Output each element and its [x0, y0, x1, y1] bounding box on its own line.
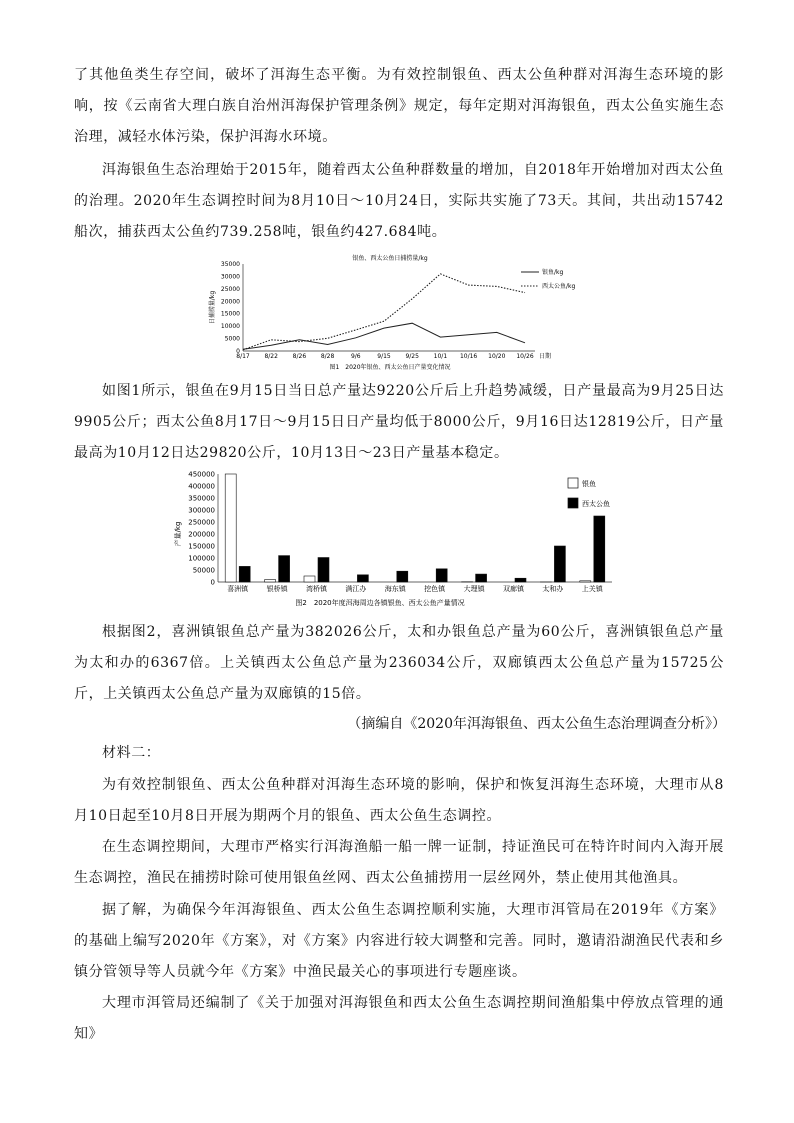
y-tick-label: 20000: [220, 298, 240, 306]
legend-label: 银鱼/kg: [542, 269, 564, 276]
y-tick-label: 250000: [188, 518, 215, 527]
paragraph-1: 了其他鱼类生存空间，破坏了洱海生态平衡。为有效控制银鱼、西太公鱼种群对洱海生态环境的影响，按《云南省大理白族自治州洱海保护管理条例》规定，每年定期对洱海银鱼，西太公鱼实施生态治理，减轻水体污染，保护洱海水环境。: [74, 67, 724, 145]
bar-xitaigongyu: [318, 558, 329, 582]
x-tick-label: 8/22: [264, 353, 278, 360]
paragraph-3: 如图1所示，银鱼在9月15日当日总产量达9220公斤后上升趋势减缓，日产量最高为9月25日达9905公斤；西太公鱼8月17日～9月15日日产量均低于8000公斤，9月16日达12819公斤，日产量最高为10月12日达29820公斤，10月13日～23日产量基本稳定。: [74, 383, 724, 461]
figure-2-bar-chart: [170, 470, 640, 612]
x-tick-label: 满江办: [345, 585, 367, 593]
x-tick-label: 10/26: [516, 353, 534, 360]
series-line-1: [243, 323, 525, 349]
legend-swatch: [568, 478, 578, 488]
bar-yinyu: [580, 581, 591, 582]
y-tick-label: 30000: [220, 273, 240, 281]
y-tick-label: 50000: [192, 566, 215, 575]
bar-yinyu: [304, 576, 315, 582]
legend-swatch: [568, 498, 578, 508]
x-tick-label: 9/15: [377, 353, 391, 360]
y-tick-label: 15000: [220, 310, 240, 318]
y-tick-label: 10000: [220, 323, 240, 331]
legend-label: 西太公鱼/kg: [542, 283, 576, 290]
y-axis-label: 产量/kg: [174, 521, 182, 547]
series-line-2: [243, 274, 525, 350]
y-tick-label: 35000: [220, 261, 240, 268]
x-axis-label: 日期: [539, 353, 552, 360]
material-2-heading: 材料二：: [102, 745, 161, 761]
paragraph-5: 为有效控制银鱼、西太公鱼种群对洱海生态环境的影响，保护和恢复洱海生态环境，大理市从8月10日起至10月8日开展为期两个月的银鱼、西太公鱼生态调控。: [74, 777, 724, 824]
y-tick-label: 300000: [188, 506, 215, 515]
y-tick-label: 350000: [188, 494, 215, 503]
figure-caption: 图2 2020年度洱海周边各镇银鱼、西太公鱼产量情况: [295, 599, 465, 607]
y-tick-label: 5000: [224, 335, 240, 343]
figure-1-line-chart: [205, 252, 605, 374]
y-tick-label: 200000: [188, 530, 215, 539]
x-tick-label: 湾桥镇: [306, 585, 327, 593]
y-tick-label: 400000: [188, 482, 215, 491]
x-tick-label: 9/6: [350, 353, 361, 360]
bar-xitaigongyu: [515, 578, 526, 582]
bar-xitaigongyu: [279, 556, 290, 582]
x-tick-label: 8/17: [236, 353, 250, 360]
legend-label: 银鱼: [582, 480, 596, 488]
x-tick-label: 10/16: [459, 353, 478, 360]
chart-title: 银鱼、西太公鱼日捕捞量/kg: [352, 255, 428, 262]
x-tick-label: 喜洲镇: [227, 585, 249, 593]
x-tick-label: 双廊镇: [503, 585, 524, 593]
x-tick-label: 10/1: [433, 353, 448, 360]
legend-label: 西太公鱼: [582, 500, 610, 508]
bar-yinyu: [265, 580, 276, 582]
x-tick-label: 大理镇: [463, 585, 485, 593]
paragraph-8: 大理市洱管局还编制了《关于加强对洱海银鱼和西太公鱼生态调控期间渔船集中停放点管理的通知》: [74, 995, 724, 1042]
y-tick-label: 450000: [188, 470, 215, 479]
y-tick-label: 100000: [188, 554, 215, 563]
bar-xitaigongyu: [554, 546, 565, 582]
y-tick-label: 0: [236, 348, 240, 355]
x-tick-label: 8/26: [292, 353, 307, 360]
figure-caption: 图1 2020年银鱼、西太公鱼日产量变化情况: [329, 364, 451, 371]
x-tick-label: 上关镇: [581, 585, 603, 593]
x-tick-label: 太和办: [542, 585, 564, 593]
bar-xitaigongyu: [436, 569, 447, 582]
x-tick-label: 9/25: [405, 353, 419, 360]
y-tick-label: 25000: [220, 285, 240, 293]
line-chart-svg: [205, 252, 605, 374]
paragraph-4: 根据图2，喜洲镇银鱼总产量为382026公斤，太和办银鱼总产量为60公斤，喜洲镇银鱼总产量为太和办的6367倍。上关镇西太公鱼总产量为236034公斤，双廊镇西太公鱼总产量为15725公斤，上关镇西太公鱼总产量为双廊镇的15倍。: [74, 624, 724, 702]
x-tick-label: 8/28: [320, 353, 335, 360]
bar-xitaigongyu: [239, 566, 250, 582]
bar-chart-svg: [170, 470, 640, 612]
paragraph-6: 在生态调控期间，大理市严格实行洱海渔船一船一牌一证制，持证渔民可在特许时间内入海开展生态调控，渔民在捕捞时除可使用银鱼丝网、西太公鱼捕捞用一层丝网外，禁止使用其他渔具。: [74, 839, 724, 886]
bar-yinyu: [225, 474, 236, 582]
y-axis-label: 日捕捞量/kg: [209, 290, 216, 325]
paragraph-2: 洱海银鱼生态治理始于2015年，随着西太公鱼种群数量的增加，自2018年开始增加对西太公鱼的治理。2020年生态调控时间为8月10日～10月24日，实际共实施了73天。其间，共出动15742船次，捕获西太公鱼约739.258吨，银鱼约427.684吨。: [74, 162, 724, 240]
y-tick-label: 150000: [188, 542, 215, 551]
bar-xitaigongyu: [397, 571, 408, 582]
x-tick-label: 海东镇: [384, 585, 406, 593]
source-citation: （摘编自《2020年洱海银鱼、西太公鱼生态治理调查分析》）: [347, 716, 726, 732]
paragraph-7: 据了解，为确保今年洱海银鱼、西太公鱼生态调控顺利实施，大理市洱管局在2019年《方案》的基础上编写2020年《方案》，对《方案》内容进行较大调整和完善。同时，邀请沿湖渔民代表和乡镇分管领导等人员就今年《方案》中渔民最关心的事项进行专题座谈。: [74, 902, 724, 980]
x-tick-label: 银桥镇: [266, 585, 288, 593]
bar-xitaigongyu: [357, 575, 368, 582]
y-tick-label: 0: [210, 578, 215, 587]
x-tick-label: 10/20: [488, 353, 506, 360]
bar-xitaigongyu: [594, 516, 605, 582]
bar-xitaigongyu: [476, 574, 487, 582]
x-tick-label: 挖色镇: [424, 585, 446, 593]
